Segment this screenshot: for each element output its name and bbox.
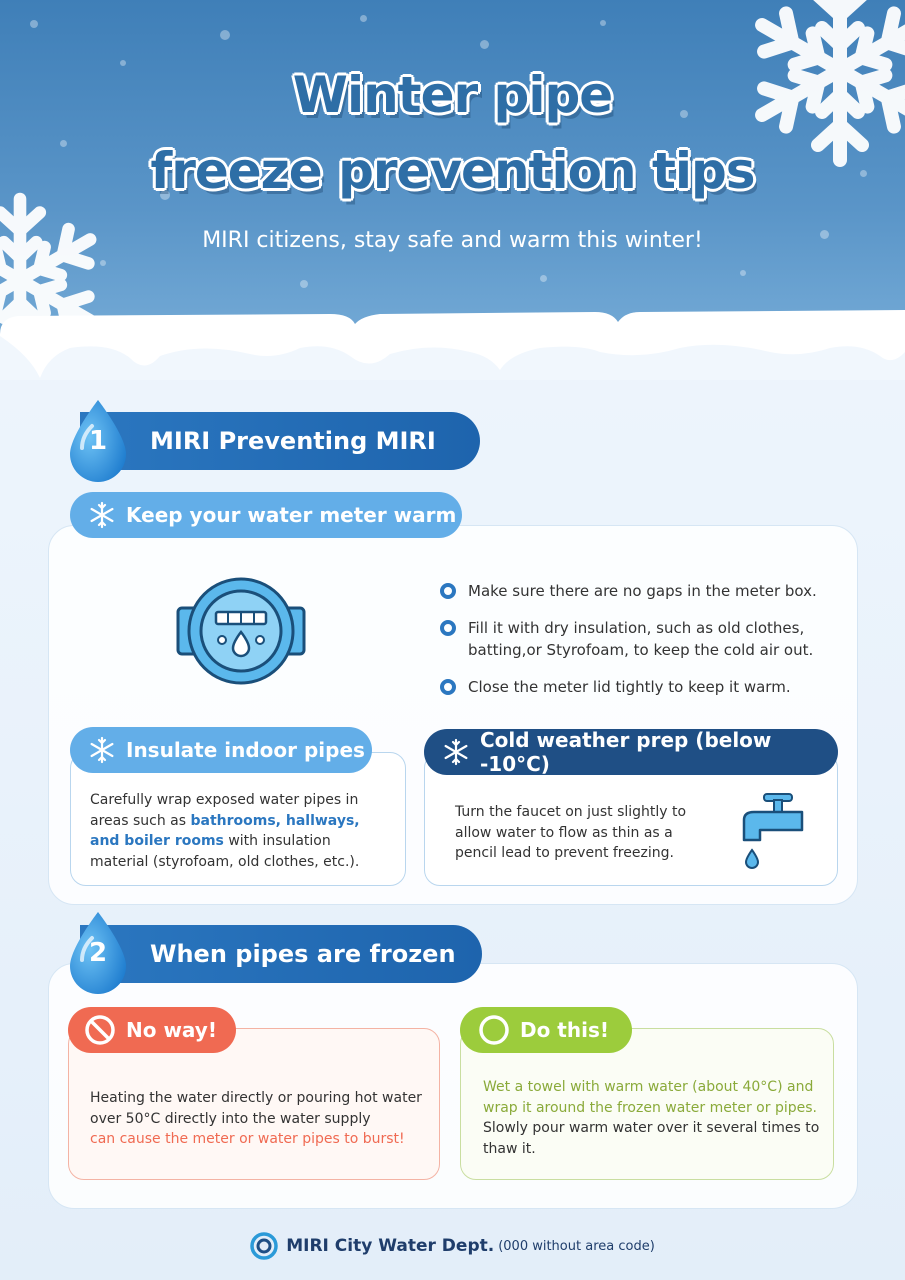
water-dept-logo-icon [250, 1232, 278, 1260]
dothis-heading-label: Do this! [520, 1018, 609, 1042]
meter-bullet-3: Close the meter lid tightly to keep it warm. [440, 676, 820, 698]
meter-bullet-1: Make sure there are no gaps in the meter box. [440, 580, 820, 602]
dothis-heading [460, 1007, 632, 1053]
footer-note: (000 without area code) [498, 1238, 655, 1254]
bullet-ring-icon [440, 679, 456, 695]
meter-bullet-2: Fill it with dry insulation, such as old clothes, batting,or Styrofoam, to keep the cold air out. [440, 617, 820, 661]
bullet-ring-icon [440, 583, 456, 599]
water-meter-icon [176, 576, 306, 686]
snowflake-icon [88, 736, 116, 764]
footer [0, 1232, 905, 1260]
subtitle: MIRI citizens, stay safe and warm this winter! [202, 228, 703, 253]
title-line-1: Winter pipe [292, 66, 613, 124]
footer-brand: MIRI City Water Dept. [286, 1236, 495, 1256]
section2-heading [80, 925, 482, 983]
noway-heading-label: No way! [126, 1018, 217, 1042]
bullet-ring-icon [440, 620, 456, 636]
indoor-highlight: bathrooms, hallways, and boiler rooms [90, 812, 360, 849]
section1-number: 1 [88, 426, 108, 456]
dothis-text: Wet a towel with warm water (about 40°C) and wrap it around the frozen water meter or pipes. Slowly pour warm water over it several times to thaw it. [483, 1079, 820, 1157]
faucet-icon [738, 790, 808, 872]
noway-warning: can cause the meter or water pipes to burst! [90, 1131, 405, 1147]
indoor-heading [70, 727, 372, 773]
section2-number: 2 [88, 938, 108, 968]
indoor-text: Carefully wrap exposed water pipes in areas such as bathrooms, hallways, and boiler rooms with insulation material (styrofoam, old clothes, etc.). [90, 792, 360, 870]
meter-heading-label: Keep your water meter warm [126, 503, 457, 527]
snowflake-icon [88, 501, 116, 529]
meter-heading [70, 492, 462, 538]
snowflake-icon [442, 738, 470, 766]
circle-ok-icon [478, 1014, 510, 1046]
noway-heading [68, 1007, 236, 1053]
section1-title: MIRI Preventing MIRI [150, 427, 436, 455]
dothis-highlight: Wet a towel with warm water (about 40°C) and wrap it around the frozen water meter or pipes. [483, 1079, 817, 1116]
cold-heading [424, 729, 838, 775]
noway-text: Heating the water directly or pouring hot water over 50°C directly into the water supply can cause the meter or water pipes to burst! [90, 1090, 422, 1147]
indoor-heading-label: Insulate indoor pipes [126, 738, 365, 762]
title-line-2: freeze prevention tips [150, 142, 755, 200]
snow-cap [0, 296, 905, 380]
cold-text: Turn the faucet on just slightly to allow water to flow as thin as a pencil lead to prevent freezing. [455, 804, 687, 861]
cold-heading-label: Cold weather prep (below -10°C) [480, 728, 772, 776]
header-banner [0, 0, 905, 380]
section1-heading [80, 412, 480, 470]
section2-title: When pipes are frozen [150, 940, 456, 968]
prohibited-icon [84, 1014, 116, 1046]
